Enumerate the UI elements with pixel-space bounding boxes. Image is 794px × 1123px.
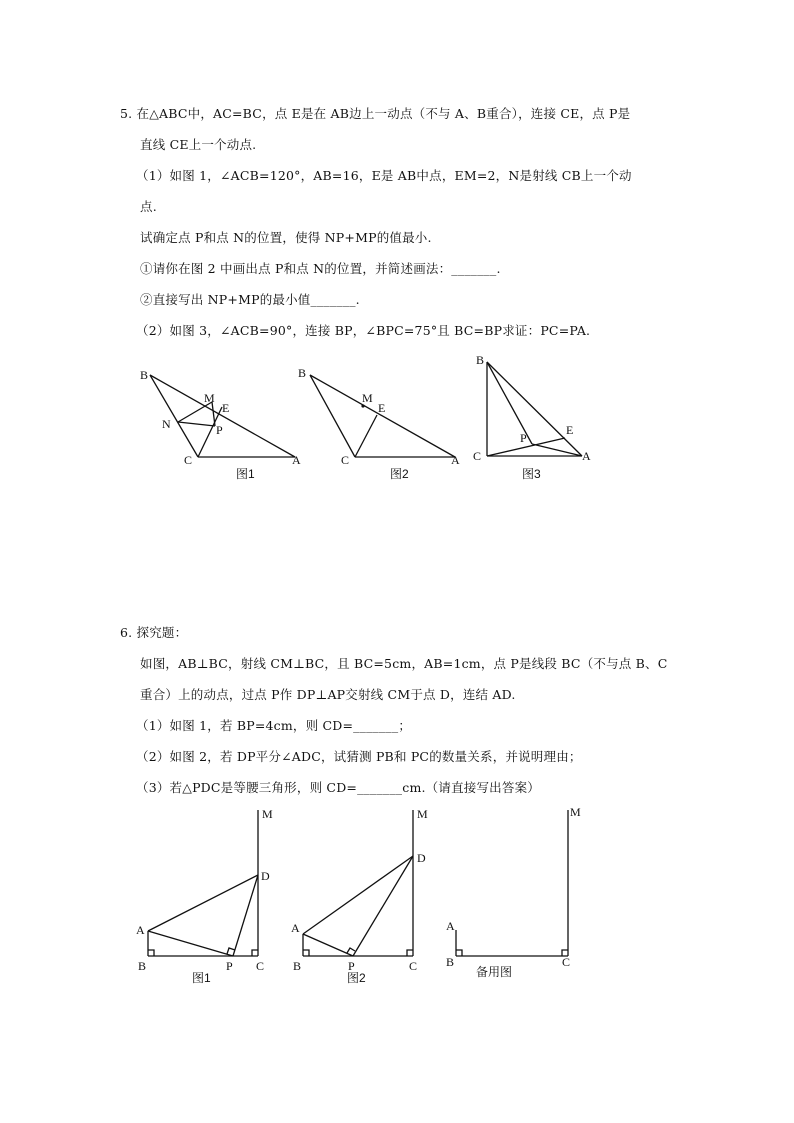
segment-BA: [487, 362, 582, 456]
p5-line-6: ①请你在图 2 中画出点 P和点 N的位置，并简述画法：_______.: [140, 261, 501, 276]
label-P: P: [216, 423, 223, 437]
segment-BA: [150, 375, 295, 457]
label-C: C: [184, 453, 193, 467]
segment-NP: [178, 422, 215, 426]
caption-backup: 备用图: [476, 965, 513, 979]
p5-line-7: ②直接写出 NP+MP的最小值_______.: [140, 292, 360, 307]
p5-line-4: 点.: [140, 199, 157, 214]
label-C: C: [341, 453, 350, 467]
label-M: M: [362, 391, 373, 405]
label-D: D: [261, 869, 270, 883]
p6-line-1: 6. 探究题：: [120, 625, 188, 640]
p6-figure-3: [440, 800, 600, 990]
segment-CE: [355, 415, 377, 457]
label-D: D: [417, 851, 426, 865]
caption-fig2: 图2: [390, 467, 409, 481]
caption-fig1: 图1: [236, 467, 255, 481]
p5-line-3: （1）如图 1，∠ACB=120°，AB=16，E是 AB中点，EM=2，N是射线 CB上一个动: [136, 168, 632, 183]
p6-line-5: （2）如图 2，若 DP平分∠ADC，试猜测 PB和 PC的数量关系，并说明理由；: [136, 749, 582, 764]
label-E: E: [378, 401, 386, 415]
label-E: E: [222, 401, 230, 415]
label-M: M: [417, 807, 428, 821]
label-A: A: [446, 919, 455, 933]
caption-fig3: 图3: [522, 467, 541, 481]
p5-figure-1: [130, 360, 310, 485]
label-B: B: [140, 368, 149, 382]
p5-line-5: 试确定点 P和点 N的位置，使得 NP+MP的值最小.: [140, 230, 432, 245]
label-A: A: [292, 453, 301, 467]
p5-line-2: 直线 CE上一个动点.: [140, 137, 257, 152]
segment-AD: [148, 875, 258, 931]
label-C: C: [562, 955, 571, 969]
right-angle-C: [252, 950, 258, 956]
label-A: A: [582, 449, 591, 463]
caption-fig2: 图2: [347, 971, 366, 985]
segment-PD: [353, 856, 413, 956]
right-angle-B: [303, 950, 309, 956]
segment-AP: [148, 931, 233, 956]
segment-AP: [303, 934, 353, 956]
segment-AD: [303, 856, 413, 934]
p5-line-8: （2）如图 3，∠ACB=90°，连接 BP，∠BPC=75°且 BC=BP求证：PC=PA.: [136, 323, 591, 338]
p5-line-1: 5. 在△ABC中，AC=BC，点 E是在 AB边上一动点（不与 A、B重合），连接 CE，点 P是: [120, 106, 631, 121]
segment-PA: [532, 444, 582, 456]
label-M: M: [204, 391, 215, 405]
label-B: B: [293, 959, 302, 973]
right-angle-C: [407, 950, 413, 956]
p6-figure-1: [130, 800, 290, 990]
right-angle-B: [148, 950, 154, 956]
p6-line-4: （1）如图 1，若 BP=4cm，则 CD=_______；: [136, 718, 412, 733]
label-A: A: [291, 921, 300, 935]
p6-line-3: 重合）上的动点，过点 P作 DP⊥AP交射线 CM于点 D，连结 AD.: [140, 687, 516, 702]
label-E: E: [566, 423, 574, 437]
label-P: P: [520, 431, 527, 445]
label-B: B: [138, 959, 147, 973]
p6-figure-2: [285, 800, 435, 990]
label-B: B: [446, 955, 455, 969]
right-angle-B: [456, 950, 462, 956]
label-M: M: [262, 807, 273, 821]
p5-figure-2: [290, 360, 470, 485]
label-P: P: [348, 959, 355, 973]
label-P: P: [226, 959, 233, 973]
label-N: N: [162, 417, 171, 431]
caption-fig1: 图1: [192, 971, 211, 985]
label-B: B: [298, 366, 307, 380]
label-C: C: [256, 959, 265, 973]
label-B: B: [476, 353, 485, 367]
label-C: C: [409, 959, 418, 973]
segment-MN: [178, 402, 212, 422]
right-angle-P: [347, 948, 355, 953]
label-C: C: [473, 449, 482, 463]
segment-BC: [150, 375, 198, 457]
p5-figure-3: [470, 350, 600, 485]
label-M: M: [570, 805, 581, 819]
label-A: A: [136, 923, 145, 937]
segment-PM: [212, 402, 215, 426]
segment-PD: [233, 875, 258, 956]
label-A: A: [451, 453, 460, 467]
segment-BA: [310, 375, 455, 457]
p6-line-2: 如图，AB⊥BC，射线 CM⊥BC，且 BC=5cm，AB=1cm，点 P是线段 BC（不与点 B、C: [140, 656, 668, 671]
p6-line-6: （3）若△PDC是等腰三角形，则 CD=_______cm.（请直接写出答案）: [136, 780, 540, 795]
